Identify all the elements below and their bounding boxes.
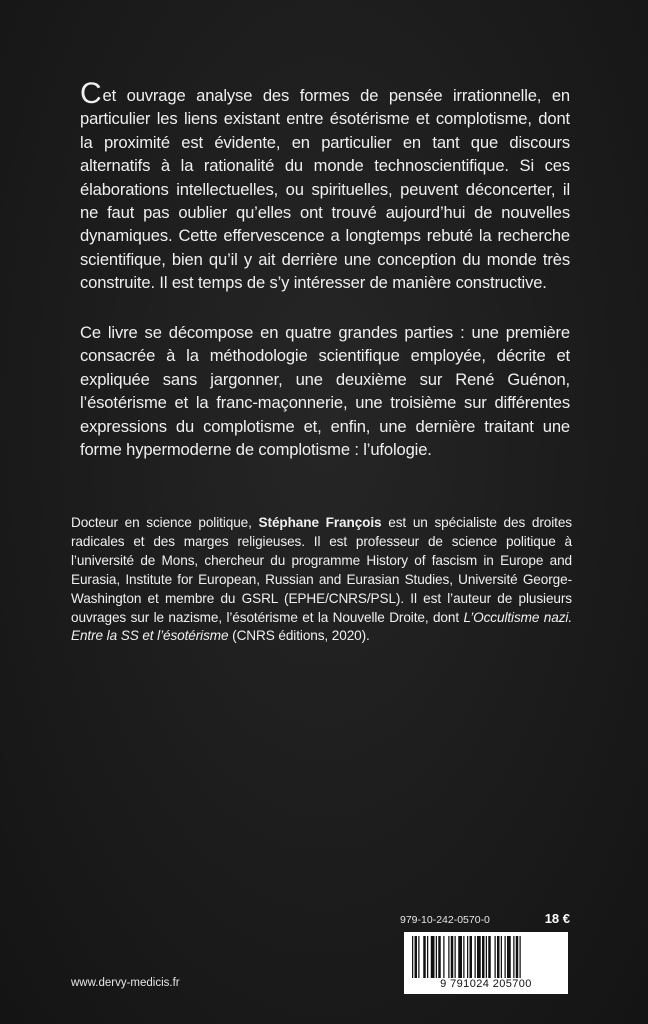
barcode-bar (436, 936, 437, 978)
price-label: 18 € (544, 911, 570, 926)
author-bio (71, 514, 572, 646)
barcode-bar (482, 936, 485, 978)
barcode-bar (497, 936, 500, 978)
barcode (404, 932, 568, 994)
barcode-bar (475, 936, 476, 978)
barcode-bar (415, 936, 418, 978)
barcode-bar (501, 936, 502, 978)
barcode-bar (412, 936, 413, 978)
barcode-bar (486, 936, 487, 978)
bio-ending: (CNRS éditions, 2020). (228, 628, 370, 644)
isbn-price-line (400, 911, 572, 929)
book-title: L’Occultisme nazi. Entre la SS et l’ésotérisme (71, 609, 573, 644)
barcode-bar (438, 936, 441, 978)
drop-cap: C (80, 77, 102, 110)
barcode-bar (418, 936, 419, 978)
barcode-bar (467, 936, 468, 978)
publisher-website: www.dervy-medicis.fr (71, 977, 180, 989)
barcode-digits: 9 791024 205700 (440, 978, 532, 990)
summary-paragraph-2: Ce livre se décompose en quatre grandes parties : une première consacrée à la méthodologie scientifique employée, décrite et expliquée sans jargonner, une deuxième sur René Guénon, l’ésotérisme et la franc-maçonnerie, une troisième sur différentes expressions du complotisme et, enfin, une dernière traitant une forme hypermoderne de complotisme : l’ufologie. (80, 323, 570, 460)
barcode-bar (520, 936, 521, 978)
barcode-bar (488, 936, 491, 978)
barcode-bar (455, 936, 456, 978)
barcode-bar (463, 936, 464, 978)
summary-paragraph-1-text: et ouvrage analyse des formes de pensée irrationnelle, en particulier les liens existant entre ésotérisme et complotisme, dont la proximité est évidente, en particulier en tant que discours alternatifs à la rationalité du monde technoscientifique. Si ces élaborations intellectuelles, ou spirituelles, peuvent déconcerter, il ne faut pas oublier qu’elles ont trouvé aujourd’hui de nouvelles dynamiques. Cette effervescence a longtemps rebuté la recherche scientifique, bien qu’il y ait derrière une conception du monde très construite. Il est temps de s’y intéresser de manière constructive. (80, 86, 570, 293)
barcode-bar (458, 936, 462, 978)
barcode-bar (423, 936, 426, 978)
barcode-bar (477, 936, 481, 978)
bio-intro: Docteur en science politique, (71, 515, 259, 530)
barcode-bar (470, 936, 473, 978)
barcode-bar (507, 936, 511, 978)
barcode-bar (431, 936, 435, 978)
bio-body: est un spécialiste des droites radicales et des marges religieuses. Il est professeur de science politique à l’université de Mons, chercheur du programme History of fascism in Europe and Eurasia, Institute for European, Russian and Eurasian Studies, Université George-Washington et membre du GSRL (EPHE/CNRS/PSL). Il est l’auteur de plusieurs ouvrages sur le nazisme, l’ésotérisme et la Nouvelle Droite, dont (71, 515, 573, 625)
isbn-number: 979-10-242-0570-0 (400, 914, 490, 926)
barcode-bar (448, 936, 449, 978)
summary-paragraph-1 (80, 77, 570, 295)
barcode-bar (513, 936, 514, 978)
barcode-bar (443, 936, 444, 978)
barcode-bar (495, 936, 496, 978)
author-name: Stéphane François (258, 515, 382, 530)
barcode-bar (516, 936, 519, 978)
barcode-bar (427, 936, 428, 978)
barcode-bar (505, 936, 506, 978)
barcode-bar (451, 936, 454, 978)
